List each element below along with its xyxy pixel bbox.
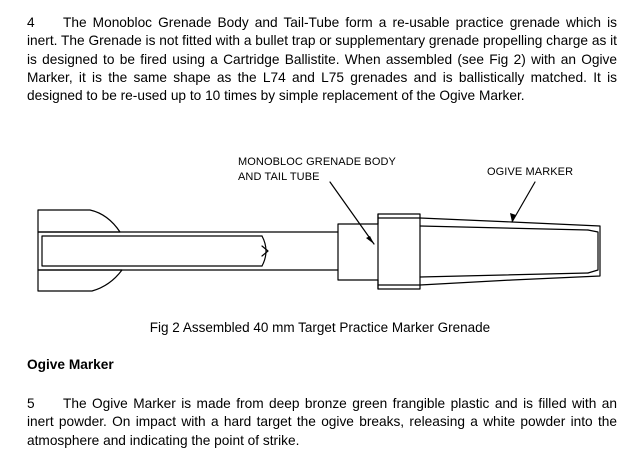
ogive-collar-lines	[378, 218, 420, 285]
leader-arrow-body	[366, 236, 374, 244]
tail-fin-top	[38, 210, 120, 232]
label-ogive-marker: OGIVE MARKER	[487, 166, 574, 178]
paragraph-text: The Ogive Marker is made from deep bronze green frangible plastic and is filled with an inert powder. On impact with a hard target the ogive breaks, releasing a white powder into the atmosphere and indicating the point of strike.	[27, 396, 617, 448]
label-grenade-body: MONOBLOC GRENADE BODY	[238, 156, 396, 168]
body-step	[338, 224, 378, 280]
label-tail-tube: AND TAIL TUBE	[238, 171, 320, 183]
ogive-inner	[420, 226, 588, 277]
tail-tube	[38, 232, 338, 270]
ogive-tip	[588, 230, 598, 273]
section-heading: Ogive Marker	[27, 357, 114, 372]
figure-caption: Fig 2 Assembled 40 mm Target Practice Marker Grenade	[149, 320, 491, 335]
tail-fin-bottom	[38, 270, 122, 291]
paragraph-number: 5	[27, 396, 35, 411]
paragraph-number: 4	[27, 15, 35, 30]
ogive-sleeve	[378, 214, 420, 289]
leader-line-ogive	[512, 182, 535, 222]
bore-tip	[262, 246, 268, 256]
bore-end	[262, 236, 266, 266]
paragraph-text: The Monobloc Grenade Body and Tail-Tube form a re-usable practice grenade which is inert. The Grenade is not fitted with a bullet trap or supplementary grenade propelling charge as it is designed to be fired using a Cartridge Ballistite. When assembled (see Fig 2) with an Ogive Marker, it is the same shape as the L74 and L75 grenades and is ballistically matched. It is designed to be re-used up to 10 times by simple replacement of the Ogive Marker.	[27, 15, 617, 104]
paragraph-4	[27, 14, 617, 105]
leader-line-body	[330, 182, 374, 244]
tail-tube-inner	[42, 236, 262, 266]
paragraph-5	[27, 395, 617, 450]
